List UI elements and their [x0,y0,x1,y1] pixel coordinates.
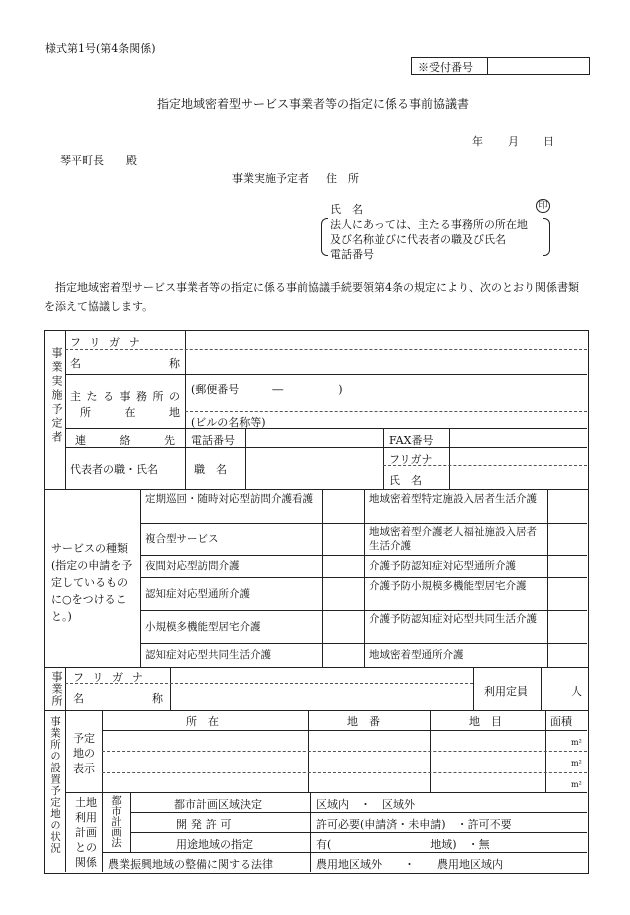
office-section-label: 事業所 [50,671,63,707]
service-type-label: サービスの種類(指定の申請を予定しているものに○をつけること。) [51,542,133,623]
col-location-header: 所 在 [186,715,219,728]
service-right-3: 介護予防認知症対応型通所介護 [369,560,516,572]
land-row-value-4[interactable]: 農用地区域外 ・ 農用地区域内 [316,858,503,871]
operator-name-text: 名称 [70,357,180,370]
service-right-6: 地域密着型通所介護 [369,649,464,661]
rep-name-field[interactable] [451,467,586,488]
office-location-label-1 [70,388,180,404]
service-left-5: 小規模多機能型居宅介護 [145,621,261,633]
rep-furigana-label: フリガナ [389,453,433,466]
position-label: 職 名 [194,463,227,476]
service-right-check-2[interactable] [549,524,586,554]
area-unit-1: m² [571,738,582,747]
office-location-text-1: 主たる事務所の [70,390,180,403]
service-right-4: 介護予防小規模多機能型居宅介護 [369,580,527,592]
date-month-label: 月 [508,135,519,148]
service-right-check-6[interactable] [549,644,586,666]
intro-text: 指定地域密着型サービス事業者等の指定に係る事前協議手続要領第4条の規定により、次のとおり関係書類を添えて協議します。 [44,281,579,313]
reception-number-label: ※受付番号 [418,61,473,74]
urban-plan-label: 都市計画法 [110,795,122,848]
site-location-field-2[interactable] [104,753,307,771]
postal-code-label: (郵便番号 ― ) [191,383,343,396]
service-right-1: 地域密着型特定施設入居者生活介護 [369,493,537,505]
contact-label [70,432,180,448]
service-left-6: 認知症対応型共同生活介護 [145,649,271,661]
office-location-label-2 [80,404,180,420]
corp-note-1: 法人にあっては、主たる事務所の所在地 [330,218,528,231]
operator-name-field[interactable] [187,351,585,373]
land-row-value-2[interactable]: 許可必要(申請済・未申請) ・許可不要 [316,818,512,831]
service-left-check-5[interactable] [324,611,363,642]
document-title: 指定地域密着型サービス事業者等の指定に係る事前協議書 [157,97,470,111]
addressee: 琴平町長 殿 [60,154,137,167]
office-name-text: 名称 [73,692,163,705]
fax-field[interactable] [451,429,586,446]
operator-name-label [70,355,180,371]
service-right-check-3[interactable] [549,556,586,576]
office-name-label [73,690,163,706]
right-bracket [543,218,550,256]
site-location-field-1[interactable] [104,732,307,750]
land-row-item-1: 都市計画区域決定 [174,798,262,811]
office-name-field[interactable] [172,685,472,709]
reception-number-field[interactable] [489,58,587,73]
service-left-check-4[interactable] [324,578,363,609]
phone-number-label: 電話番号 [330,248,374,261]
service-left-check-1[interactable] [324,490,363,522]
address-label: 住 所 [326,172,359,185]
office-furigana-field[interactable] [172,668,472,682]
representative-label: 代表者の職・氏名 [70,463,158,476]
service-left-2: 複合型サービス [145,533,219,545]
col-area-header: 面積 [550,715,572,728]
office-location-text-2: 所在地 [80,406,180,419]
service-left-3: 夜間対応型訪問介護 [145,560,240,572]
site-display-label: 予定地の表示 [73,732,95,775]
service-left-check-6[interactable] [324,644,363,666]
form-number: 様式第1号(第4条関係) [45,42,156,55]
service-left-check-2[interactable] [324,524,363,554]
left-bracket [321,218,328,256]
seal-mark: 印 [536,199,550,213]
capacity-label: 利用定員 [484,685,528,698]
service-left-check-3[interactable] [324,556,363,576]
area-unit-3: m² [571,780,582,789]
office-furigana-label: フリガナ [73,671,152,684]
land-row-value-1[interactable]: 区域内 ・ 区域外 [316,798,415,811]
area-unit-2: m² [571,759,582,768]
service-right-check-5[interactable] [549,611,586,642]
operator-section-label: 事業実施予定者 [50,347,63,445]
service-right-2: 地域密着型介護老人福祉施設入居者生活介護 [369,526,537,552]
service-left-4: 認知症対応型通所介護 [145,588,250,600]
operator-furigana-label: フリガナ [70,336,149,349]
date-day-label: 日 [543,135,554,148]
date-year-label: 年 [472,135,483,148]
col-lot-header: 地 番 [347,715,380,728]
land-row-item-3: 用途地域の指定 [176,838,253,851]
land-row-item-2: 開発許可 [176,818,236,831]
rep-name-label: 氏 名 [389,474,422,487]
name-label: 氏 名 [330,203,363,216]
position-field[interactable] [247,448,382,488]
service-left-1: 定期巡回・随時対応型訪問介護看護 [145,493,313,505]
corp-note-2: 及び名称並びに代表者の職及び氏名 [330,233,506,246]
site-location-field-3[interactable] [104,774,307,791]
phone-label: 電話番号 [191,434,235,447]
site-section-label: 事業所の設置予定地の状況 [49,716,61,854]
land-use-label: 土地利用計画との関係 [75,796,97,869]
capacity-field[interactable] [543,668,569,709]
phone-field[interactable] [247,429,382,446]
land-row-item-4: 農業振興地域の整備に関する法律 [108,858,273,871]
capacity-unit: 人 [571,685,582,698]
operator-furigana-field[interactable] [187,331,585,348]
service-right-5: 介護予防認知症対応型共同生活介護 [369,613,537,625]
rep-furigana-field[interactable] [451,449,586,464]
col-category-header: 地 目 [469,715,502,728]
service-right-check-1[interactable] [549,490,586,522]
service-right-check-4[interactable] [549,578,586,609]
building-name-label: (ビルの名称等) [191,416,266,429]
applicant-label: 事業実施予定者 [232,172,309,185]
fax-label: FAX番号 [389,434,434,447]
land-row-value-3[interactable]: 有( 地域) ・無 [316,838,490,851]
contact-text: 連絡先 [75,434,175,447]
